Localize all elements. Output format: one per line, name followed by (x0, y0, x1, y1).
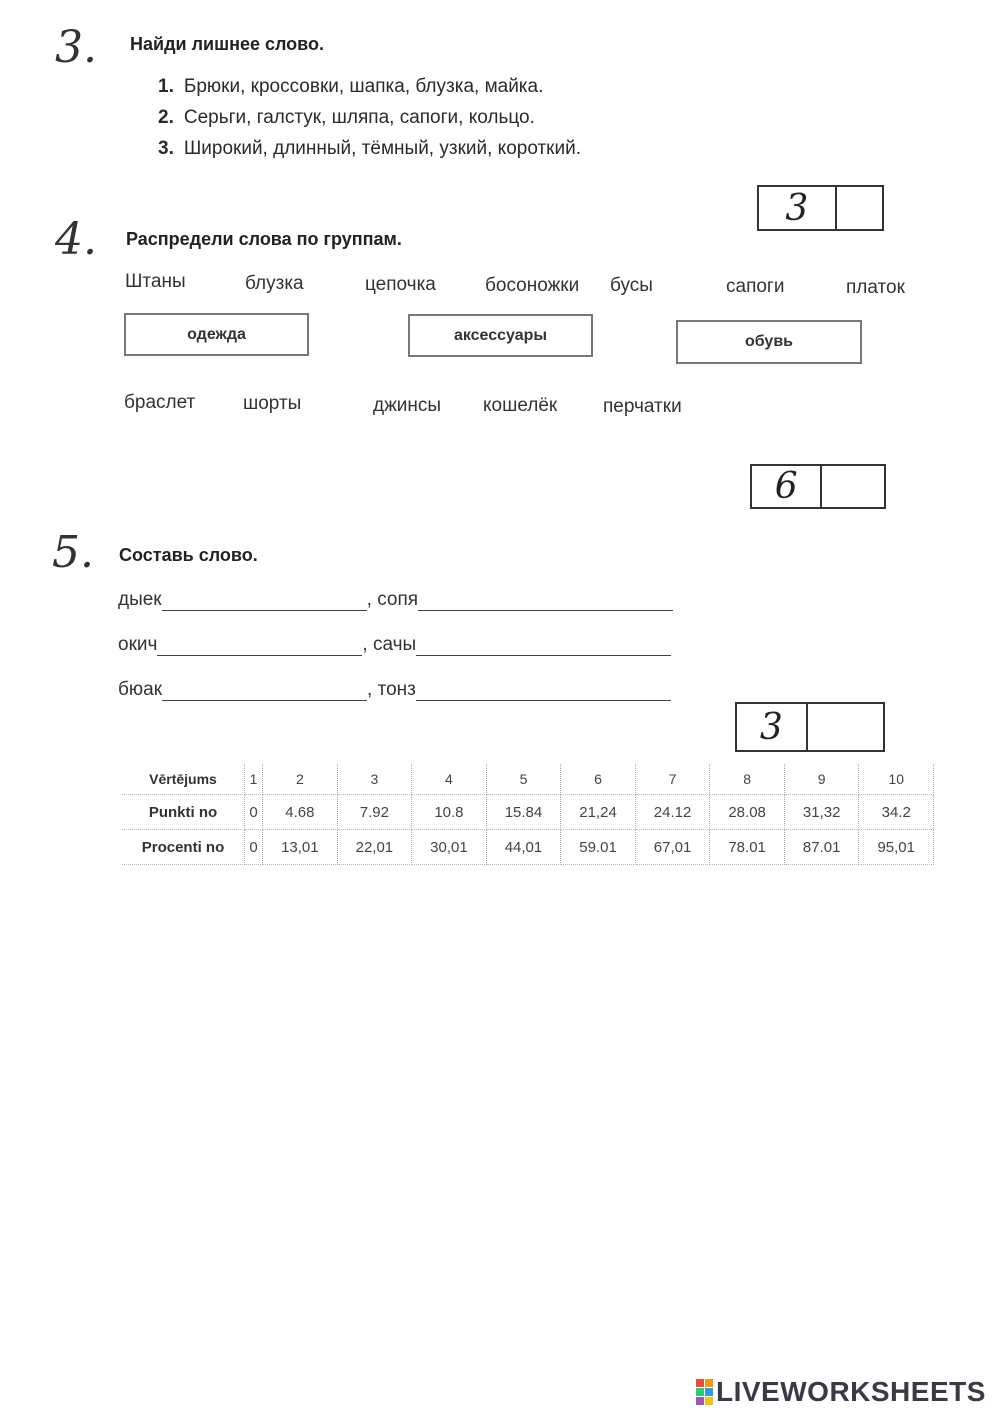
table-cell: 4 (412, 764, 487, 795)
logo-mark-icon (696, 1379, 713, 1405)
table-cell: 30,01 (412, 830, 487, 865)
scrambled-word: тонз (377, 679, 416, 700)
row-label: Punkti no (122, 795, 245, 830)
word-tile[interactable]: сапоги (726, 276, 785, 297)
section-3-title: Найди лишнее слово. (130, 34, 324, 54)
section-3-score-box (757, 185, 884, 231)
table-cell: 10 (859, 764, 934, 795)
table-cell: 87.01 (784, 830, 859, 865)
table-cell: 7.92 (337, 795, 412, 830)
answer-field[interactable] (162, 592, 367, 611)
scrambled-word: дыек (118, 589, 162, 610)
table-cell: 59.01 (561, 830, 636, 865)
table-cell: 78.01 (710, 830, 785, 865)
answer-row (118, 679, 671, 701)
category-drop-box-accessories[interactable]: аксессуары (408, 314, 593, 357)
logo-square (696, 1397, 704, 1405)
answer-field[interactable] (416, 682, 671, 701)
word-tile[interactable]: Штаны (125, 271, 186, 292)
grades-table (122, 764, 934, 865)
table-cell: 5 (486, 764, 561, 795)
table-cell: 31,32 (784, 795, 859, 830)
list-item: 3. Широкий, длинный, тёмный, узкий, короткий. (158, 138, 582, 159)
table-cell: 6 (561, 764, 636, 795)
section-5-score-box (735, 702, 885, 752)
score-empty-cell (820, 466, 884, 507)
table-cell: 95,01 (859, 830, 934, 865)
table-cell: 44,01 (486, 830, 561, 865)
scrambled-word: сопя (377, 589, 419, 610)
table-cell: 7 (635, 764, 710, 795)
logo-square (705, 1379, 713, 1387)
table-cell: 10.8 (412, 795, 487, 830)
table-cell: 3 (337, 764, 412, 795)
word-tile[interactable]: перчатки (603, 396, 682, 417)
separator: , (367, 679, 373, 700)
section-4-title: Распредели слова по группам. (126, 229, 402, 249)
row-label: Vērtējums (122, 764, 245, 795)
table-cell: 1 (245, 764, 263, 795)
word-tile[interactable]: босоножки (485, 275, 580, 296)
answer-field[interactable] (162, 682, 367, 701)
answer-field[interactable] (157, 637, 362, 656)
scrambled-word: сачы (372, 634, 417, 655)
scrambled-word: бюак (118, 679, 163, 700)
section-5-number: 5. (52, 527, 94, 578)
logo-square (696, 1379, 704, 1387)
liveworksheets-logo[interactable] (696, 1376, 986, 1408)
word-tile[interactable]: бусы (610, 275, 653, 296)
row-label: Procenti no (122, 830, 245, 865)
section-5-title: Составь слово. (119, 545, 258, 565)
score-value: 3 (759, 706, 783, 748)
section-4-score-box (750, 464, 886, 509)
table-cell: 2 (263, 764, 338, 795)
section-3-list (158, 76, 581, 169)
logo-text: LIVEWORKSHEETS (716, 1376, 986, 1407)
answer-field[interactable] (418, 592, 673, 611)
score-value-cell (752, 466, 820, 507)
table-cell: 22,01 (337, 830, 412, 865)
separator: , (362, 634, 368, 655)
table-row (122, 764, 934, 795)
section-4-number: 4. (55, 214, 97, 265)
word-tile[interactable]: цепочка (365, 274, 436, 295)
category-drop-box-clothes[interactable]: одежда (124, 313, 309, 356)
table-cell: 67,01 (635, 830, 710, 865)
logo-square (696, 1388, 704, 1396)
score-value-cell (759, 187, 835, 229)
table-cell: 24.12 (635, 795, 710, 830)
table-cell: 0 (245, 830, 263, 865)
table-cell: 0 (245, 795, 263, 830)
table-cell: 4.68 (263, 795, 338, 830)
logo-square (705, 1397, 713, 1405)
table-cell: 15.84 (486, 795, 561, 830)
category-drop-box-shoes[interactable]: обувь (676, 320, 862, 364)
list-item: 1. Брюки, кроссовки, шапка, блузка, майка. (158, 76, 544, 97)
word-tile[interactable]: браслет (124, 392, 196, 413)
logo-square (705, 1388, 713, 1396)
table-row (122, 830, 934, 865)
word-tile[interactable]: блузка (245, 273, 304, 294)
table-cell: 28.08 (710, 795, 785, 830)
list-item: 2. Серьги, галстук, шляпа, сапоги, кольцо. (158, 107, 535, 128)
table-row (122, 795, 934, 830)
word-tile[interactable]: шорты (243, 393, 302, 414)
score-value: 3 (785, 187, 809, 229)
table-cell: 9 (784, 764, 859, 795)
section-3-number: 3. (55, 22, 97, 73)
table-cell: 8 (710, 764, 785, 795)
score-empty-cell (806, 704, 883, 750)
score-value-cell (737, 704, 806, 750)
answer-row (118, 634, 671, 656)
table-cell: 21,24 (561, 795, 636, 830)
table-cell: 13,01 (263, 830, 338, 865)
table-cell: 34.2 (859, 795, 934, 830)
separator: , (366, 589, 372, 610)
word-tile[interactable]: джинсы (373, 395, 442, 416)
word-tile[interactable]: кошелёк (483, 395, 558, 416)
word-tile[interactable]: платок (846, 277, 905, 298)
answer-field[interactable] (416, 637, 671, 656)
answer-row (118, 589, 673, 611)
scrambled-word: окич (118, 634, 158, 655)
score-value: 6 (774, 466, 798, 507)
score-empty-cell (835, 187, 882, 229)
